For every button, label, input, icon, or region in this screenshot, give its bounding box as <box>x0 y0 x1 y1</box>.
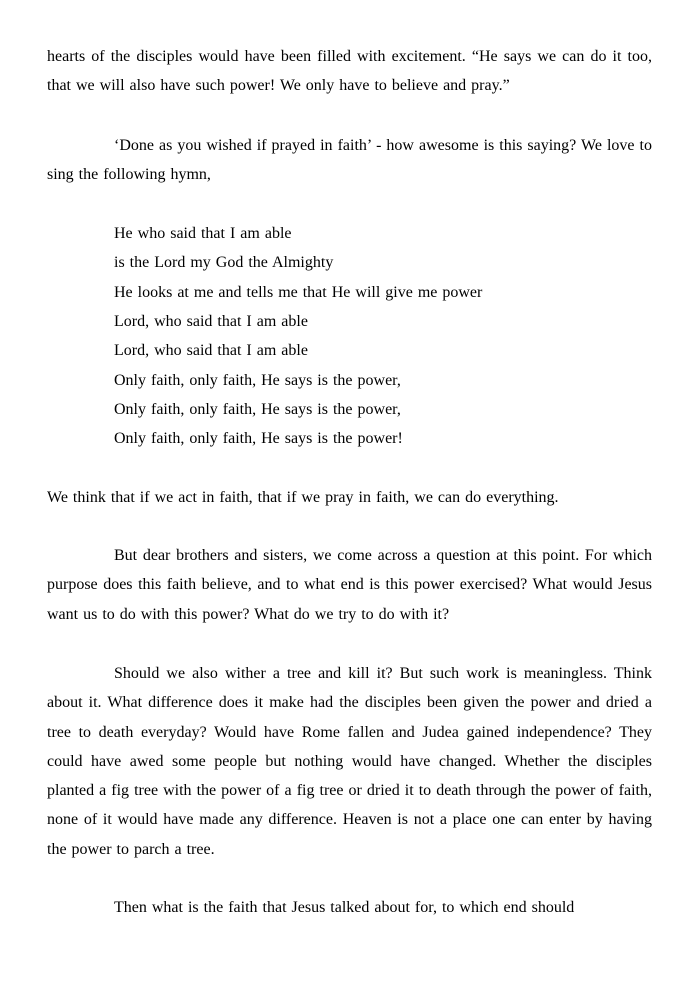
hymn-line: He looks at me and tells me that He will give me power <box>114 284 483 301</box>
hymn-line: Only faith, only faith, He says is the power, <box>114 401 401 418</box>
paragraph-done-as-you-wished: ‘Done as you wished if prayed in faith’ - how awesome is this saying? We love to sing the following hymn, <box>47 137 652 184</box>
hymn-line: is the Lord my God the Almighty <box>114 254 334 271</box>
paragraph-act-in-faith: We think that if we act in faith, that if we pray in faith, we can do everything. <box>47 489 559 506</box>
paragraph-excitement: hearts of the disciples would have been filled with excitement. “He says we can do it too, that we will also have such power! We only have to believe and pray.” <box>47 48 652 95</box>
paragraph-then-what: Then what is the faith that Jesus talked about for, to which end should <box>114 899 575 916</box>
hymn-line: Lord, who said that I am able <box>114 313 308 330</box>
hymn-line: Only faith, only faith, He says is the power! <box>114 430 403 447</box>
paragraph-question: But dear brothers and sisters, we come across a question at this point. For which purpose does this faith believe, and to what end is this power exercised? What would Jesus want us to do with this power? What do we try to do with it? <box>47 547 652 623</box>
hymn-line: Lord, who said that I am able <box>114 342 308 359</box>
hymn-line: Only faith, only faith, He says is the power, <box>114 372 401 389</box>
hymn-line: He who said that I am able <box>114 225 292 242</box>
paragraph-wither-tree: Should we also wither a tree and kill it? But such work is meaningless. Think about it. What difference does it make had the disciples been given the power and dried a tree to death everyday? Would have Rome fallen and Judea gained independence? They could have awed some people but nothing would have changed. Whether the disciples planted a fig tree with the power of a fig tree or dried it to death through the power of faith, none of it would have made any difference. Heaven is not a place one can enter by having the power to parch a tree. <box>47 665 652 858</box>
